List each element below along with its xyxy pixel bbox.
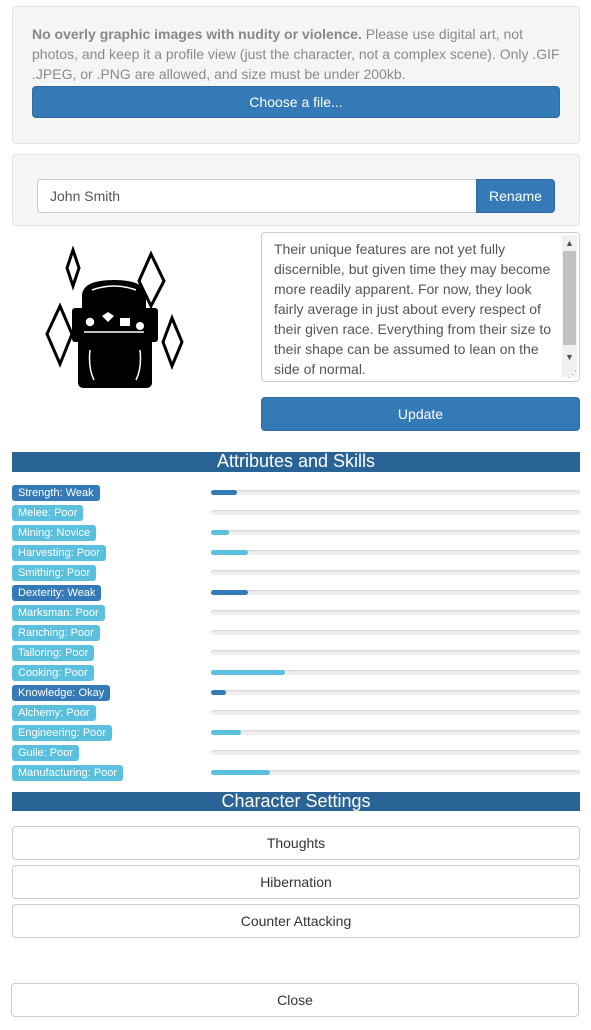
skill-progress-track (211, 630, 580, 635)
skill-label: Strength: Weak (12, 485, 100, 501)
close-button[interactable] (11, 983, 579, 1017)
treasure-chest-sparkles-icon (44, 246, 186, 392)
skill-progress-track (211, 650, 580, 655)
skill-progress-track (211, 610, 580, 615)
skill-progress-track (211, 730, 580, 735)
upload-instructions (32, 24, 562, 84)
skill-progress-track (211, 590, 580, 595)
skill-label: Cooking: Poor (12, 665, 94, 681)
skill-row (0, 543, 591, 563)
hibernation-button[interactable] (12, 865, 580, 899)
skill-row (0, 663, 591, 683)
skill-progress-track (211, 770, 580, 775)
skill-row (0, 683, 591, 703)
character-portrait[interactable] (44, 246, 186, 392)
update-label: Update (397, 406, 444, 422)
skill-label: Knowledge: Okay (12, 685, 110, 701)
update-button[interactable] (261, 397, 580, 431)
skill-label: Dexterity: Weak (12, 585, 101, 601)
skill-progress-fill (211, 730, 241, 735)
skill-row (0, 763, 591, 783)
skill-progress-fill (211, 590, 248, 595)
rename-button[interactable] (476, 179, 555, 213)
counter-attacking-label: Counter Attacking (240, 913, 352, 929)
skill-progress-fill (211, 690, 226, 695)
skill-row (0, 483, 591, 503)
skill-progress-track (211, 550, 580, 555)
skill-progress-fill (211, 530, 229, 535)
counter-attacking-button[interactable] (12, 904, 580, 938)
description-textarea[interactable] (261, 232, 580, 382)
settings-title: Character Settings (221, 791, 371, 811)
scroll-thumb[interactable] (563, 251, 576, 345)
rename-label: Rename (489, 188, 542, 204)
skill-label: Harvesting: Poor (12, 545, 106, 561)
close-label: Close (277, 992, 313, 1008)
skill-progress-track (211, 670, 580, 675)
upload-rules: Please use digital art, not photos, and keep it a profile view (just the character, not a complex scene). Only .GIF .JPEG, or .PNG are allowed, and size must be under 200kb. (32, 26, 560, 82)
skill-progress-fill (211, 770, 270, 775)
resize-handle-icon[interactable]: ⋰ (568, 369, 577, 379)
skill-progress-fill (211, 670, 285, 675)
skill-row (0, 583, 591, 603)
scroll-down-icon[interactable]: ▼ (565, 352, 574, 362)
thoughts-label: Thoughts (266, 835, 326, 851)
skill-progress-track (211, 750, 580, 755)
attributes-header (12, 452, 580, 472)
skills-list (0, 483, 591, 783)
skill-label: Engineering: Poor (12, 725, 112, 741)
skill-label: Guile: Poor (12, 745, 79, 761)
skill-label: Alchemy: Poor (12, 705, 96, 721)
skill-row (0, 623, 591, 643)
skill-row (0, 503, 591, 523)
skill-progress-track (211, 530, 580, 535)
skill-progress-track (211, 690, 580, 695)
skill-row (0, 643, 591, 663)
skill-label: Tailoring: Poor (12, 645, 94, 661)
skill-label: Marksman: Poor (12, 605, 105, 621)
skill-progress-track (211, 510, 580, 515)
upload-warning: No overly graphic images with nudity or violence. (32, 26, 362, 42)
scroll-up-icon[interactable]: ▲ (565, 238, 574, 248)
skill-progress-track (211, 710, 580, 715)
skill-row (0, 743, 591, 763)
skill-row (0, 523, 591, 543)
skill-label: Ranching: Poor (12, 625, 100, 641)
settings-header (12, 792, 580, 811)
description-scrollbar[interactable] (562, 235, 577, 377)
skill-label: Mining: Novice (12, 525, 96, 541)
choose-file-button[interactable] (32, 86, 560, 118)
character-name-input[interactable] (37, 179, 477, 213)
thoughts-button[interactable] (12, 826, 580, 860)
skill-label: Melee: Poor (12, 505, 83, 521)
choose-file-label: Choose a file... (249, 94, 343, 110)
hibernation-label: Hibernation (260, 874, 332, 890)
skill-row (0, 703, 591, 723)
skill-row (0, 563, 591, 583)
attributes-title: Attributes and Skills (216, 451, 376, 471)
character-name-value: John Smith (50, 188, 121, 204)
skill-progress-track (211, 570, 580, 575)
skill-label: Smithing: Poor (12, 565, 96, 581)
skill-row (0, 723, 591, 743)
skill-progress-fill (211, 490, 237, 495)
skill-progress-fill (211, 550, 248, 555)
skill-progress-track (211, 490, 580, 495)
skill-label: Manufacturing: Poor (12, 765, 123, 781)
skill-row (0, 603, 591, 623)
description-text: Their unique features are not yet fully discernible, but given time they may become more readily apparent. For now, they look fairly average in just about every respect of their given race. Everything from their size to their shape can be assumed to lean on the side of normal. (274, 241, 552, 377)
